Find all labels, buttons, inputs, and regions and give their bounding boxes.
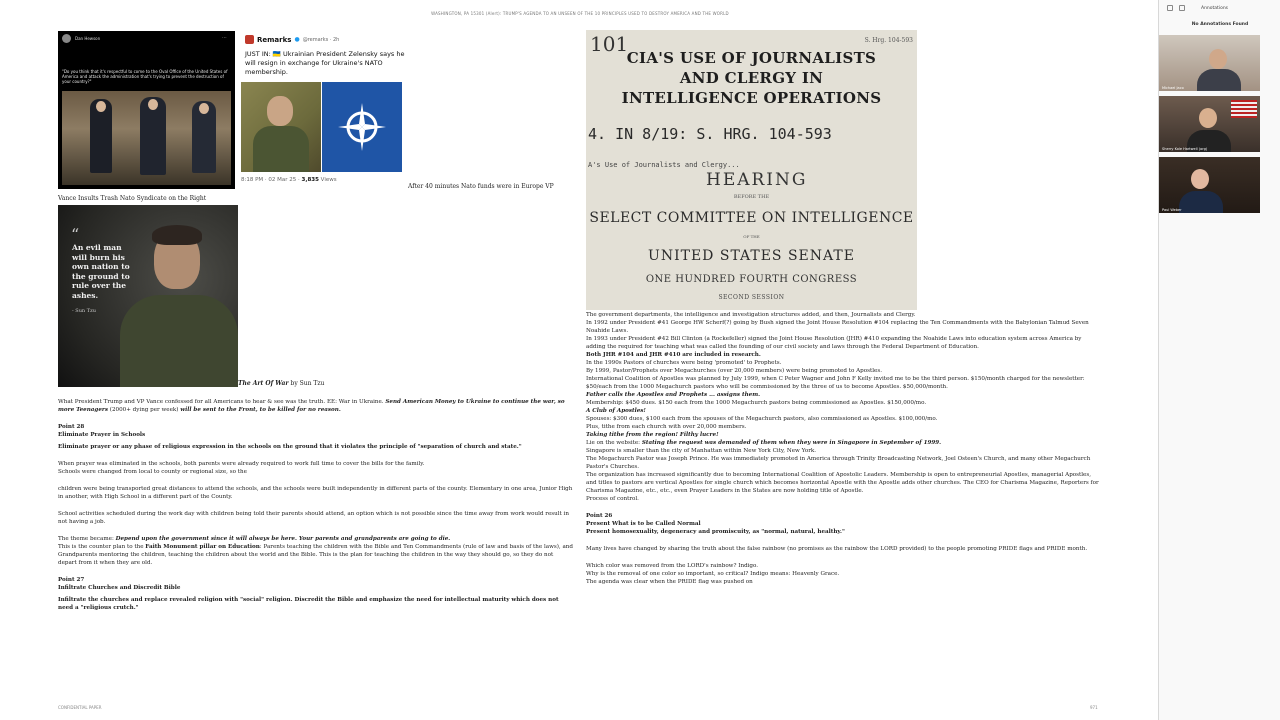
paragraph: Spouses: $300 dues, $100 each from the spouses of the Megachurch pastors, also commissioned as Apostles. $100,000/mo.	[586, 416, 938, 422]
text-run: Depend upon the government since it will always be here. Your parents and grandparents are going to die.	[115, 536, 451, 542]
more-icon: ⋯	[222, 35, 227, 41]
paragraph: The government departments, the intelligence and investigation structures added, and then, Journalists and Clergy.	[586, 312, 916, 318]
tweet-text: JUST IN: 🇺🇦 Ukrainian President Zelensky says he will resign in exchange for Ukraine's NATO membership.	[245, 50, 405, 76]
video-tile[interactable]	[1159, 35, 1260, 91]
paragraph	[586, 439, 1101, 447]
text-run: Stating the request was demanded of them when they were in Singapore in September of 1999.	[641, 440, 942, 446]
participant-name: Sherry Kole Hartwell (org)	[1162, 147, 1208, 151]
person-face	[96, 101, 106, 112]
text-run: Send American Money to Ukraine to continue the war, so more Teenagers	[58, 399, 565, 413]
annotations-toolbar	[1159, 0, 1280, 16]
text-run: The theme became:	[58, 536, 116, 542]
participant-name: Michael Jaco	[1162, 86, 1184, 90]
text-run: : Parents teaching the children with the Bible and Ten Commandments (rule of law and basis of the laws), and Grandparents mentoring the children, teaching the children about the world and the Bible. This is the plan for teaching the children in the way they should go, so they do not depart from it when they are old.	[58, 544, 573, 566]
paragraph: Which color was removed from the LORD's rainbow? Indigo.	[586, 563, 759, 569]
paragraph: In 1993 under President #42 Bill Clinton (a Rockefeller) signed the Joint House Resolution (JHR) #410 expanding the Noahide Laws into education system across America by adding the required for teaching what was called the founding of our civil society and laws through the Federal Department of Education.	[586, 336, 1082, 350]
paragraph: In 1992 under President #41 George HW Scherf(?) going by Bush signed the Joint House Resolution #104 replacing the Ten Commandments with the Babylonian Talmud Seven Noahide Laws.	[586, 320, 1089, 334]
document-reference: S. Hrg. 104-593	[864, 37, 913, 44]
participant-face	[1199, 108, 1217, 128]
quote-author: - Sun Tzu	[72, 308, 96, 314]
title-line: AND CLERGY IN	[679, 69, 824, 87]
point-title: Present What is to be Called Normal	[586, 521, 701, 527]
text-run: (2000+ dying per week)	[108, 407, 181, 413]
paragraph: School activities scheduled during the work day with children being told their parents should attend, an option which is not possible since the time away from work would result in not having a job.	[58, 511, 569, 525]
point-statement: Infiltrate the churches and replace revealed religion with "social" religion. Discredit the Bible and emphasize the need for intellectual maturity which does not need a "religious crutch."	[58, 597, 559, 611]
person-hair	[152, 225, 202, 245]
of-the-label: OF THE	[743, 234, 760, 239]
paragraph: children were being transported great distances to attend the schools, and the schools were built independently in different parts of the county. Elementary in one area, Junior High in another, with High School in a different part of the County.	[58, 486, 573, 500]
document-header: WASHINGTON, PA 15301 (Alert): TRUMP'S AGENDA TO AN UNSEEN OF THE 10 PRINCIPLES USED TO DESTROY AMERICA AND THE WORLD	[431, 11, 729, 16]
hearing-number: 4. IN 8/19: S. HRG. 104-593	[588, 125, 832, 143]
paragraph: Singapore is smaller than the city of Manhattan within New York City, New York.	[586, 448, 817, 454]
participant-face	[1191, 169, 1209, 189]
avatar	[62, 34, 71, 43]
typed-label: A's Use of Journalists and Clergy...	[588, 161, 740, 169]
senate-name: UNITED STATES SENATE	[648, 248, 855, 264]
nato-logo-image	[322, 82, 402, 172]
point-title: Eliminate Prayer in Schools	[58, 432, 146, 438]
pin-icon[interactable]	[1167, 5, 1173, 11]
point-statement: Eliminate prayer or any phase of religious expression in the schools on the ground that it violates the principle of "separation of church and state."	[58, 444, 522, 450]
caption-art-of-war	[238, 380, 324, 387]
theme-paragraph	[58, 535, 573, 543]
paragraph: The agenda was clear when the PRIDE flag was pushed on	[586, 579, 753, 585]
expand-icon[interactable]	[1179, 5, 1185, 11]
text-run: Faith Monument pillar on Education	[145, 544, 260, 550]
point-statement: Present homosexuality, degeneracy and promiscuity, as "normal, natural, healthy."	[586, 529, 845, 535]
caption-vance: Vance Insults Trash Nato Syndicate on the Right	[58, 195, 207, 202]
point-label: Point 26	[586, 513, 613, 519]
paragraph: Taking tithe from the region! Filthy lucre!	[586, 432, 719, 438]
paragraph: Schools were changed from local to county or regional size, so the	[58, 469, 247, 475]
text-run: Lie on the website:	[586, 440, 642, 446]
tweet-screenshot-zelensky-nato	[240, 31, 580, 191]
tweet-header	[62, 34, 100, 43]
tweet-text: "Do you think that it's respectful to come to the Oval Office of the United States of America and attack the administration that's trying to prevent the destruction of your country?"	[62, 69, 228, 84]
quote-mark-icon: “	[71, 225, 80, 244]
paragraph: Father calls the Apostles and Prophets ... assigns them.	[586, 392, 761, 398]
page-footer-left: CONFIDENTIAL PAPER	[58, 705, 102, 710]
text-run: will be sent to the Front, to be killed for no reason.	[180, 407, 341, 413]
caption-nato-funds: After 40 minutes Nato funds were in Europe VP	[408, 183, 554, 190]
session-label: SECOND SESSION	[718, 294, 785, 301]
panel-title: Annotations	[1201, 5, 1229, 11]
text-run: This is the counter plan to the	[58, 544, 146, 550]
flag-image	[1231, 100, 1257, 118]
person-body	[120, 295, 238, 387]
paragraph: Many lives have changed by sharing the truth about the false rainbow (no promises as the rainbow the LORD provided) to the people promoting PRIDE flags and PRIDE month.	[586, 546, 1088, 552]
quote-text: An evil man will burn his own nation to the ground to rule over the ashes.	[72, 243, 130, 300]
tweet-screenshot-oval-office	[58, 31, 235, 189]
paragraph: Process of control.	[586, 496, 639, 502]
paragraph: By 1999, Pastor/Prophets over Megachurches (over 20,000 members) were being promoted to Apostles.	[586, 368, 882, 374]
paragraph: International Coalition of Apostles was planned by July 1999, when C Peter Wagner and John F Kelly invited me to be the third person. $150/month charged for the newsletter: $50/each from the 1000 Megachurch pastors who will be commissioned by the three of us to become Apostles. $50,000/month.	[586, 376, 1085, 390]
book-author: by Sun Tzu	[288, 380, 325, 387]
person-face	[267, 96, 293, 126]
paragraph: In the 1990s Pastors of churches were being 'promoted' to Prophets.	[586, 360, 782, 366]
committee-name: SELECT COMMITTEE ON INTELLIGENCE	[589, 210, 914, 226]
cia-hearing-document-image	[586, 30, 917, 310]
handwritten-note: 101	[590, 32, 629, 56]
counter-plan-paragraph	[58, 543, 573, 567]
tweet-time: 8:18 PM · 02 Mar 25 ·	[241, 177, 302, 183]
video-tile[interactable]	[1159, 96, 1260, 152]
paragraph: Why is the removal of one color so important, so critical? Indigo means: Heavenly Grace.	[586, 571, 840, 577]
person-body	[253, 126, 309, 172]
point-label: Point 28	[58, 424, 85, 430]
verified-icon: ●	[294, 36, 300, 43]
title-line: INTELLIGENCE OPERATIONS	[621, 89, 882, 107]
congress-name: ONE HUNDRED FOURTH CONGRESS	[645, 274, 858, 285]
tweet-handle: @remarks · 2h	[302, 36, 340, 43]
empty-annotations-message: No Annotations Found	[1191, 22, 1249, 27]
left-column-text	[58, 398, 573, 617]
document-title	[586, 48, 917, 108]
book-title: The Art Of War	[238, 380, 289, 387]
nato-compass-icon	[334, 99, 390, 155]
page-number: 971	[1090, 705, 1098, 710]
before-label: BEFORE THE	[733, 194, 770, 200]
point-title: Infiltrate Churches and Discredit Bible	[58, 585, 181, 591]
person-face	[148, 99, 158, 110]
point-label: Point 27	[58, 577, 85, 583]
participant-name: Paul Weber	[1162, 208, 1182, 212]
title-line: CIA'S USE OF JOURNALISTS	[626, 49, 877, 67]
tweet-header	[245, 35, 339, 44]
paragraph: When prayer was eliminated in the schools, both parents were already required to work full time to cover the bills for the family.	[58, 461, 425, 467]
participant-body	[1197, 69, 1241, 91]
video-tile[interactable]	[1159, 157, 1260, 213]
paragraph: Membership: $450 dues. $150 each from the 1000 Megachurch pastors being commissioned as Apostles. $150,000/mo.	[586, 400, 927, 406]
tweet-views-count: 3,835	[301, 177, 319, 183]
paragraph: Both JHR #104 and JHR #410 are included in research.	[586, 352, 761, 358]
paragraph: The organization has increased significantly due to becoming International Coalition of Apostolic Leaders. Membership is open to entrepreneurial Apostles, managerial Apostles, and titles to pastors are vertical Apostles for single church which becomes horizontal Apostle with the Apostle adds other churches. The CEO for Charisma Magazine, Reporters for Charisma Magazine, etc., etc., even Prayer Leaders in the States are now holding title of Apostle.	[586, 472, 1099, 494]
hearing-heading: HEARING	[706, 170, 808, 190]
tweet-meta	[241, 177, 337, 183]
text-run: What President Trump and VP Vance confessed for all Americans to hear & see was the truth. EE: War in Ukraine.	[58, 399, 386, 405]
participant-body	[1179, 191, 1223, 213]
tweet-views-label: Views	[318, 177, 337, 183]
person-face	[199, 103, 209, 114]
participant-face	[1209, 49, 1227, 69]
tweet-author: Dan Hewson	[75, 36, 101, 41]
paragraph: The Megachurch Pastor was Joseph Prince. He was immediately promoted in America through Trinity Broadcasting Network, Joel Osteen's Church, and many other Megachurch Pastor's Churches.	[586, 456, 1091, 470]
paragraph: A Club of Apostles!	[586, 408, 646, 414]
zelensky-photo	[241, 82, 321, 172]
oval-office-photo	[62, 91, 231, 185]
remarks-logo-icon	[245, 35, 254, 44]
intro-paragraph	[58, 398, 573, 414]
right-column-text	[586, 311, 1101, 586]
tweet-author: Remarks	[257, 35, 292, 44]
paragraph: Plus, tithe from each church with over 20,000 members.	[586, 424, 747, 430]
sun-tzu-quote-image	[58, 205, 238, 387]
